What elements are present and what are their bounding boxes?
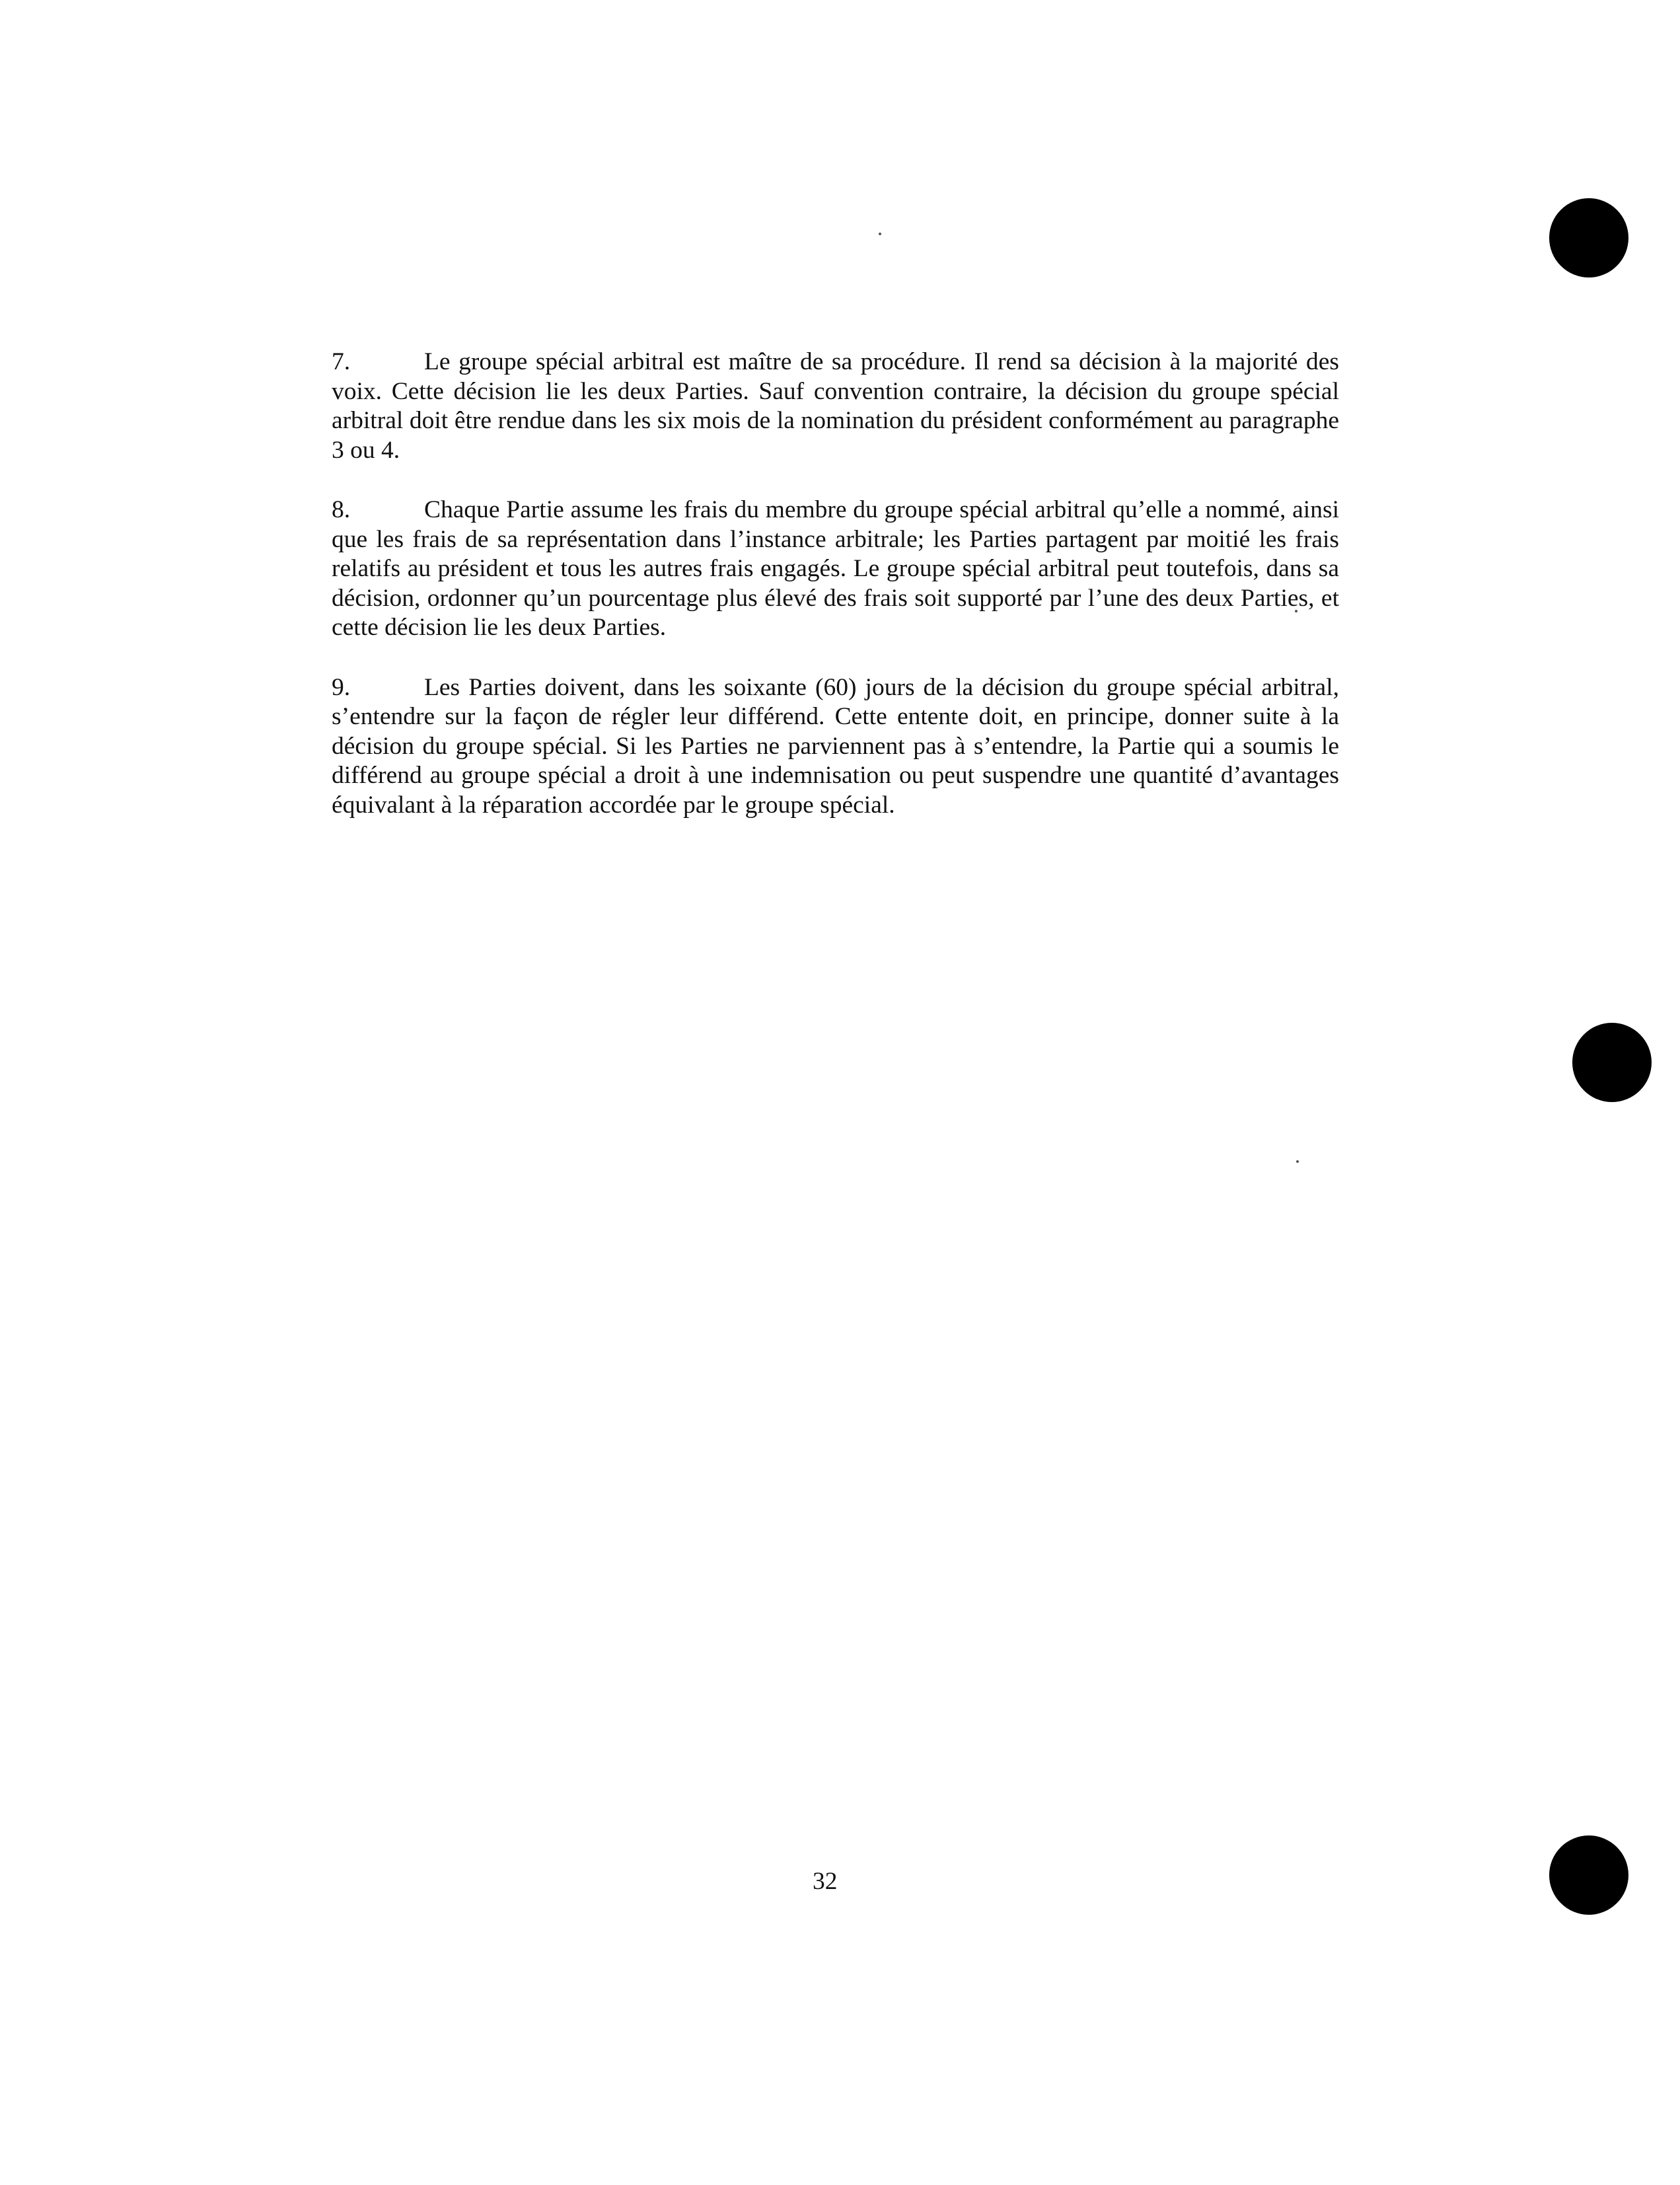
paragraph-text: Les Parties doivent, dans les soixante (60) jours de la décision du groupe spécial arbitral, s’entendre sur la façon de régler leur différend. Cette entente doit, en principe, donner suite à la décision du groupe spécial. Si les Parties ne parviennent pas à s’entendre, la Partie qui a soumis le différend au groupe spécial a droit à une indemnisation ou peut suspendre une quantité d’avantages équivalant à la réparation accordée par le groupe spécial. — [332, 673, 1339, 819]
paragraph-number: 7. — [332, 348, 351, 375]
binder-hole-top — [1549, 198, 1628, 278]
paragraph-7 — [332, 348, 1339, 465]
binder-hole-bottom — [1549, 1835, 1628, 1915]
paragraph-number: 9. — [332, 673, 351, 701]
paragraph-text: Chaque Partie assume les frais du membre du groupe spécial arbitral qu’elle a nommé, ainsi que les frais de sa représentation dans l’instance arbitrale; les Parties partagent par moitié les frais relatifs au président et tous les autres frais engagés. Le groupe spécial arbitral peut toutefois, dans sa décision, ordonner qu’un pourcentage plus élevé des frais soit supporté par l’une des deux Parties, et cette décision lie les deux Parties. — [332, 496, 1339, 641]
paragraph-text: Le groupe spécial arbitral est maître de sa procédure. Il rend sa décision à la majorité des voix. Cette décision lie les deux Parties. Sauf convention contraire, la décision du groupe spécial arbitral doit être rendue dans les six mois de la nomination du président conformément au paragraphe 3 ou 4. — [332, 348, 1339, 464]
page-number: 32 — [813, 1868, 838, 1895]
scan-speck — [879, 233, 881, 235]
body-text — [332, 348, 1339, 850]
paragraph-number: 8. — [332, 496, 351, 523]
paragraph-8 — [332, 496, 1339, 643]
paragraph-9 — [332, 673, 1339, 821]
scan-speck — [1296, 1160, 1299, 1163]
binder-hole-middle — [1572, 1023, 1652, 1102]
